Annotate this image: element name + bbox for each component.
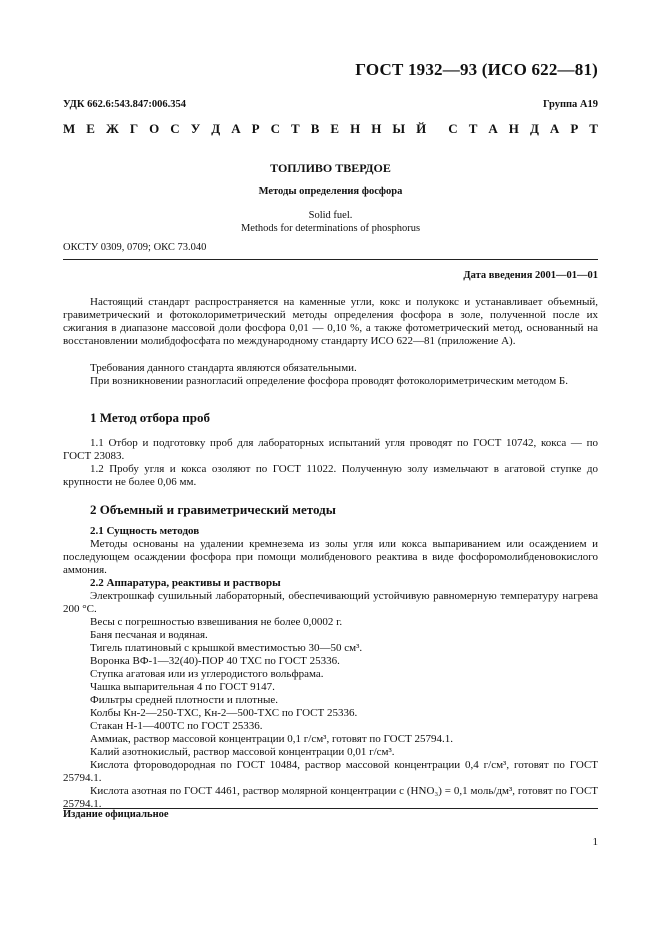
document-title: ТОПЛИВО ТВЕРДОЕ bbox=[270, 161, 391, 175]
banner-letter: Т bbox=[589, 121, 598, 136]
official-edition-label: Издание официальное bbox=[63, 809, 169, 820]
banner-letter: А bbox=[549, 121, 560, 136]
udk-code: УДК 662.6:543.847:006.354 bbox=[63, 99, 186, 110]
banner-letter: Р bbox=[570, 121, 579, 136]
document-subtitle: Методы определения фосфора bbox=[258, 186, 403, 197]
equipment-item: Весы с погрешностью взвешивания не более 0,0002 г. bbox=[90, 616, 343, 628]
banner-letter: Т bbox=[291, 121, 300, 136]
introduction-date: Дата введения 2001—01—01 bbox=[463, 270, 598, 281]
banner-letter: М bbox=[63, 121, 76, 136]
banner-letter: С bbox=[170, 121, 180, 136]
section-2-heading: 2 Объемный и гравиметрический методы bbox=[90, 502, 336, 517]
document-code: ГОСТ 1932—93 (ИСО 622—81) bbox=[355, 60, 598, 79]
banner-letter: Ж bbox=[105, 121, 119, 136]
banner-letter: Р bbox=[251, 121, 260, 136]
banner-letter: Ы bbox=[392, 121, 406, 136]
reagent-nitric-acid: Кислота азотная по ГОСТ 4461, раствор молярной концентрации c (HNO₃) = 0,1 моль/дм³, готовят по ГОСТ 25794.1. bbox=[63, 785, 598, 810]
section-1-heading: 1 Метод отбора проб bbox=[90, 410, 211, 425]
interstate-standard-banner bbox=[63, 121, 598, 137]
banner-letter: Д bbox=[211, 121, 221, 136]
divider-top bbox=[63, 259, 598, 260]
section-1-1-text: 1.1 Отбор и подготовку проб для лабораторных испытаний угля проводят по ГОСТ 10742, кокса — по ГОСТ 23083. bbox=[63, 437, 598, 462]
equipment-item: Колбы Кн-2—250-ТХС, Кн-2—500-ТХС по ГОСТ 25336. bbox=[90, 707, 358, 719]
banner-letter: О bbox=[149, 121, 160, 136]
classification-codes: ОКСТУ 0309, 0709; ОКС 73.040 bbox=[63, 242, 207, 253]
intro-paragraph-scope: Настоящий стандарт распространяется на каменные угли, кокс и полукокс и устанавливает объемный, гравиметрический и фотоколориметрический методы определения фосфора в золе, полученной после их сжигания в диапазоне массовой доли фосфора 0,01 — 0,10 %, а также фотометрический метод, основанный на восстановлении молибдофосфата по международному стандарту ИСО 622—81 (приложение А). bbox=[63, 296, 598, 347]
equipment-item: Тигель платиновый с крышкой вместимостью 30—50 см³. bbox=[90, 642, 363, 654]
equipment-drying-cabinet: Электрошкаф сушильный лабораторный, обеспечивающий устойчивую равномерную температуру нагрева 200 °С. bbox=[63, 590, 598, 615]
reagent-hydrofluoric-acid: Кислота фтороводородная по ГОСТ 10484, раствор массовой концентрации 0,4 г/см³, готовят по ГОСТ 25794.1. bbox=[63, 759, 598, 784]
banner-letter: А bbox=[488, 121, 498, 136]
equipment-item: Баня песчаная и водяная. bbox=[90, 629, 208, 641]
intro-paragraph-dispute: При возникновении разногласий определение фосфора проводят фотоколориметрическим методом Б. bbox=[90, 375, 568, 387]
equipment-item: Аммиак, раствор массовой концентрации 0,1 г/см³, готовят по ГОСТ 25794.1. bbox=[90, 733, 454, 745]
equipment-item: Воронка ВФ-1—32(40)-ПОР 40 ТХС по ГОСТ 25336. bbox=[90, 655, 340, 667]
section-2-1-heading: 2.1 Сущность методов bbox=[90, 525, 200, 537]
banner-letter: В bbox=[310, 121, 320, 136]
equipment-item: Ступка агатовая или из углеродистого вольфрама. bbox=[90, 668, 324, 680]
intro-paragraph-mandatory: Требования данного стандарта являются обязательными. bbox=[90, 362, 357, 374]
banner-letter: Г bbox=[129, 121, 139, 136]
english-title-line-2: Methods for determinations of phosphorus bbox=[240, 223, 421, 234]
group-code: Группа А19 bbox=[542, 99, 598, 110]
section-1-2-text: 1.2 Пробу угля и кокса озоляют по ГОСТ 11022. Полученную золу измельчают в агатовой ступке до крупности не более 0,06 мм. bbox=[63, 463, 598, 488]
english-title-line-1: Solid fuel. bbox=[308, 210, 353, 221]
page-number: 1 bbox=[592, 836, 598, 848]
equipment-item: Калий азотнокислый, раствор массовой концентрации 0,01 г/см³. bbox=[90, 746, 395, 758]
banner-letter: Е bbox=[330, 121, 340, 136]
banner-letter: С bbox=[448, 121, 458, 136]
section-2-1-text: Методы основаны на удалении кремнезема из золы угля или кокса выпариванием или осаждением и последующем осаждении фосфора при помощи молибденового реактива в виде фосфоромолибденовокислого аммония. bbox=[63, 538, 598, 576]
banner-letter: У bbox=[190, 121, 201, 136]
banner-letter: Н bbox=[508, 121, 519, 136]
banner-letter: Т bbox=[468, 121, 478, 136]
equipment-item: Фильтры средней плотности и плотные. bbox=[90, 694, 278, 706]
banner-letter: С bbox=[270, 121, 280, 136]
equipment-item: Стакан Н-1—400ТС по ГОСТ 25336. bbox=[90, 720, 263, 732]
section-2-2-heading: 2.2 Аппаратура, реактивы и растворы bbox=[90, 577, 281, 589]
banner-letter: Д bbox=[529, 121, 539, 136]
banner-letter: А bbox=[231, 121, 241, 136]
banner-letter: Н bbox=[350, 121, 361, 136]
equipment-item: Чашка выпарительная 4 по ГОСТ 9147. bbox=[90, 681, 275, 693]
banner-letter: Н bbox=[371, 121, 382, 136]
banner-letter: Е bbox=[86, 121, 95, 136]
banner-letter: Й bbox=[416, 121, 427, 136]
